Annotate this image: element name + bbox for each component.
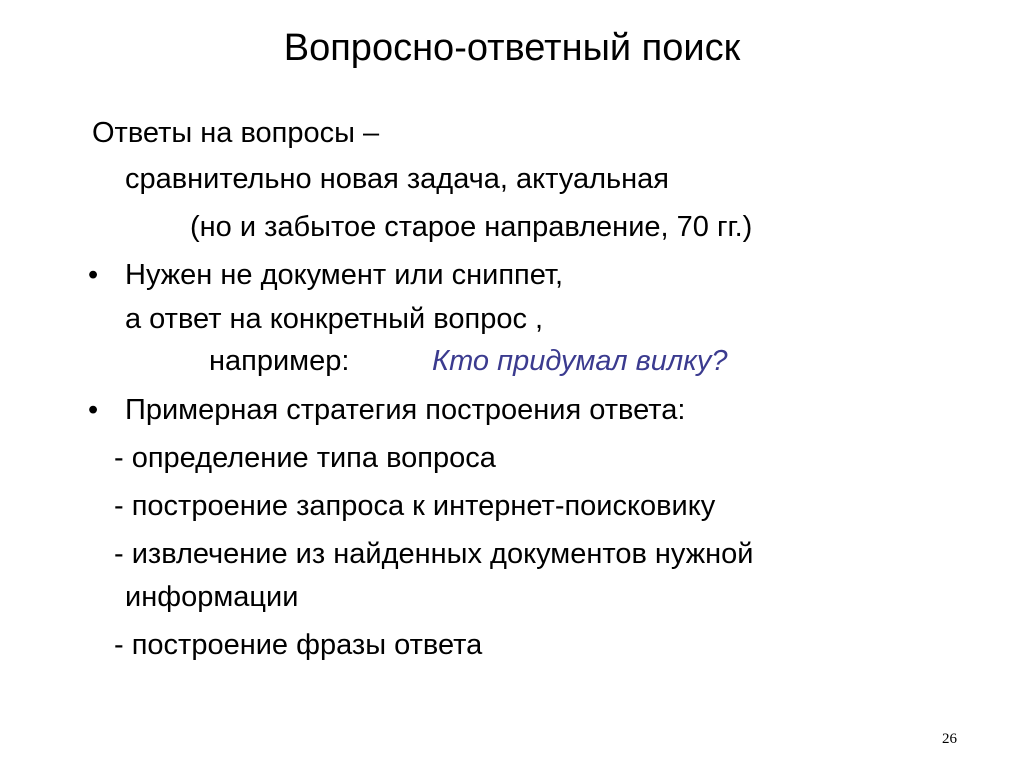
bullet-2-marker: • (88, 394, 99, 426)
intro-line-1: Ответы на вопросы – (92, 117, 380, 149)
slide-title: Вопросно-ответный поиск (283, 27, 741, 69)
bullet-1-line-1: Нужен не документ или сниппет, (125, 259, 564, 291)
example-question: Кто придумал вилку? (432, 345, 728, 377)
strategy-step-4: - построение фразы ответа (114, 629, 483, 661)
page-number: 26 (942, 731, 957, 747)
strategy-step-3-cont: информации (125, 581, 299, 613)
bullet-1-line-2: а ответ на конкретный вопрос , (125, 303, 544, 335)
intro-line-2: сравнительно новая задача, актуальная (125, 163, 669, 195)
strategy-step-2: - построение запроса к интернет-поисковику (114, 490, 716, 522)
bullet-1-marker: • (88, 259, 99, 291)
bullet-2-line-1: Примерная стратегия построения ответа: (125, 394, 686, 426)
intro-line-3: (но и забытое старое направление, 70 гг.) (190, 211, 753, 243)
strategy-step-3: - извлечение из найденных документов нужной (114, 538, 754, 570)
strategy-step-1: - определение типа вопроса (114, 442, 496, 474)
example-label: например: (209, 345, 350, 377)
